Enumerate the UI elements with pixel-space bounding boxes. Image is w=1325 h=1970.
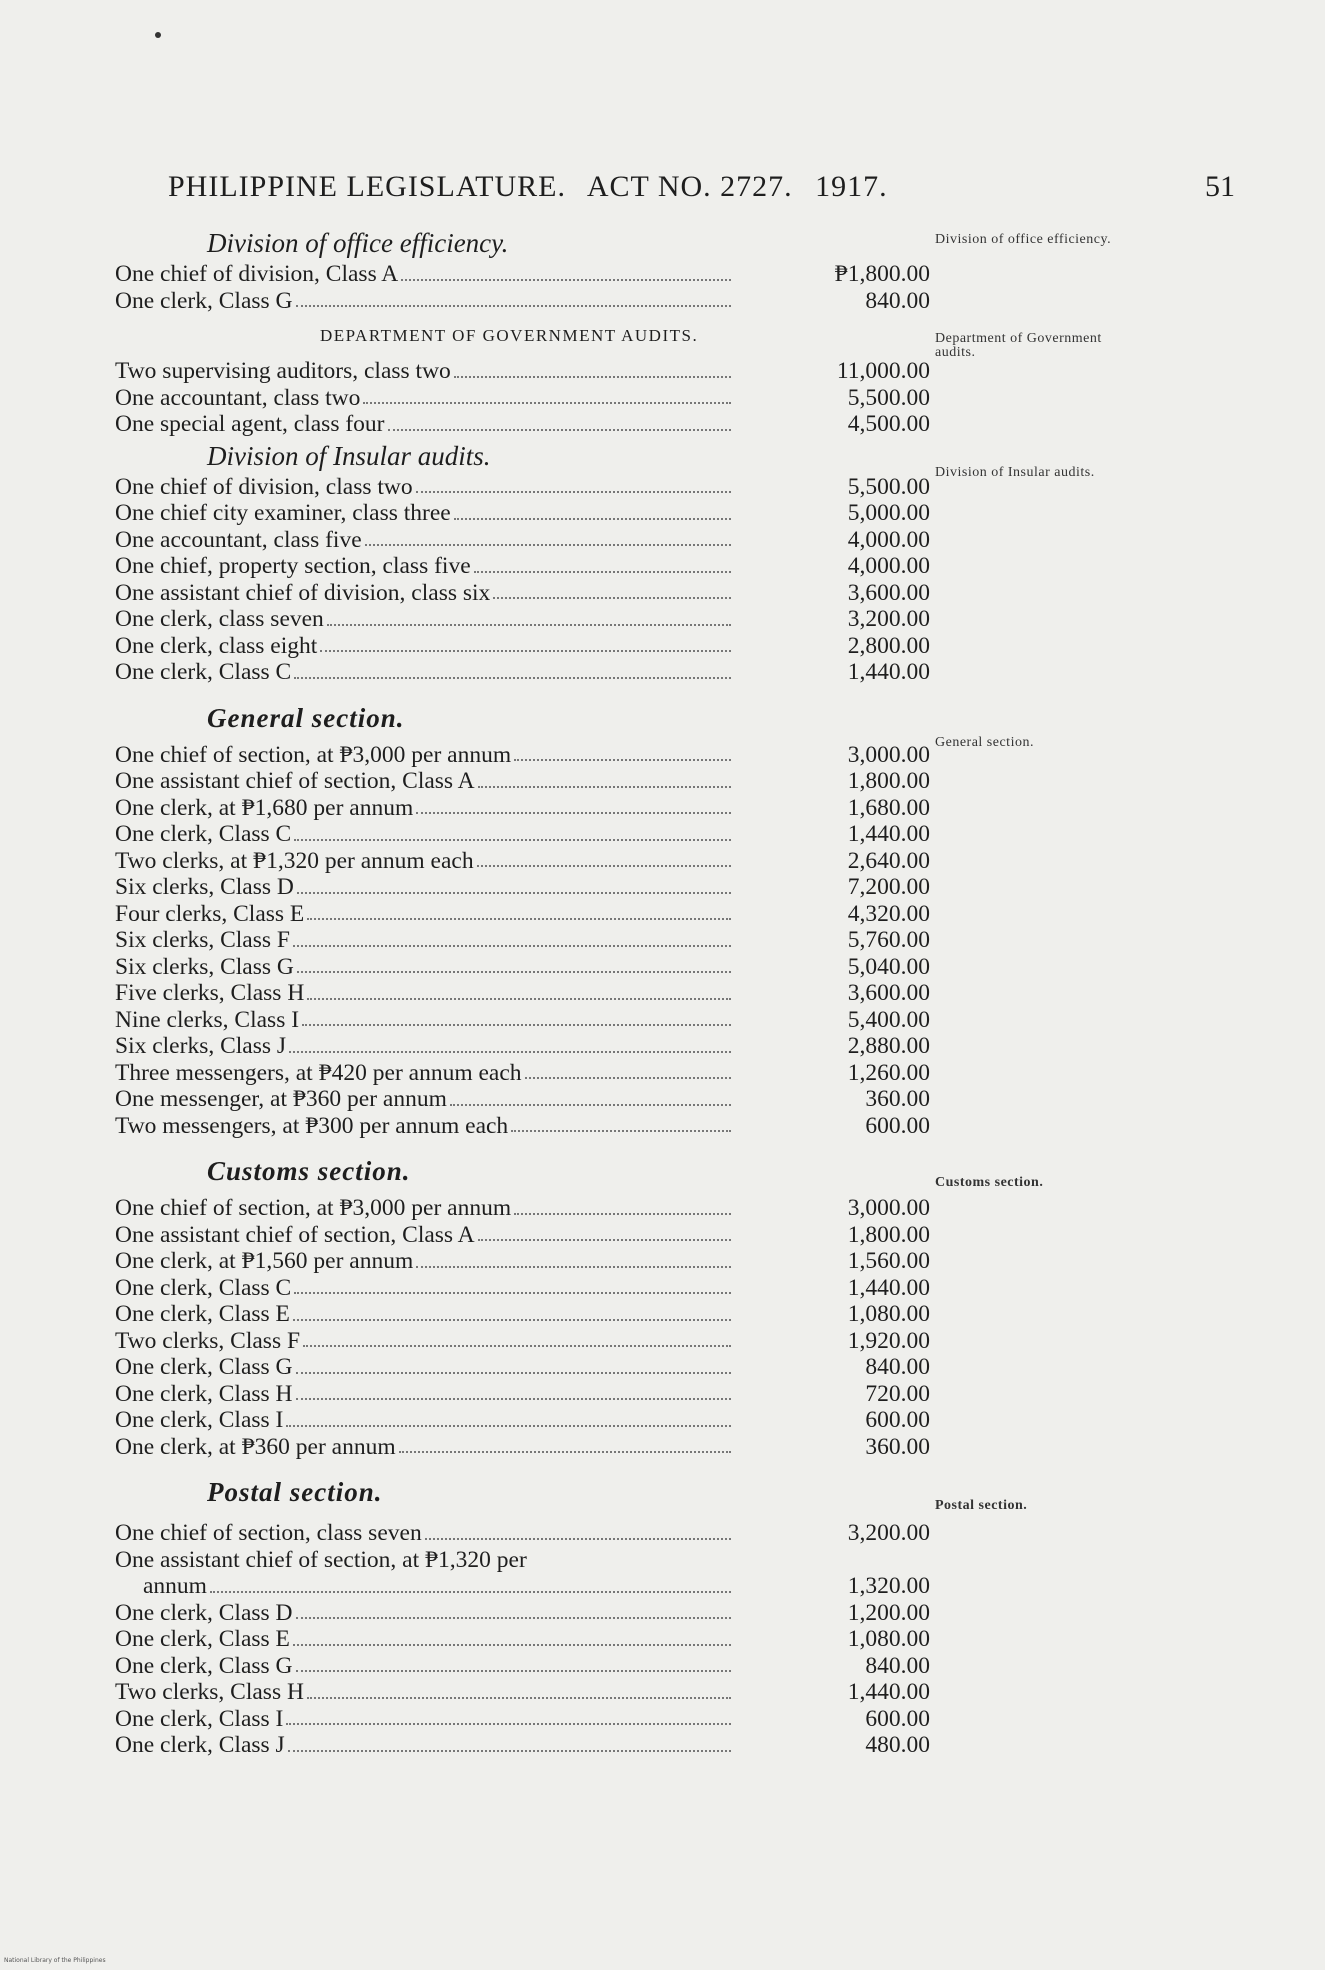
- row-amount: 1,800.00: [847, 768, 930, 794]
- row-amount: 840.00: [865, 1354, 930, 1380]
- row-description: One chief of section, class seven: [115, 1520, 422, 1546]
- row-description: One clerk, Class C: [115, 1274, 292, 1301]
- row-description: One chief, property section, class five: [115, 553, 471, 579]
- row-description-continued: annum: [143, 1573, 207, 1599]
- row-amount: 840.00: [865, 1652, 930, 1679]
- header-legislature: PHILIPPINE LEGISLATURE.: [168, 170, 566, 203]
- row-description: One clerk, Class I: [115, 1407, 284, 1433]
- row-description: One chief of division, Class A: [115, 261, 399, 287]
- row-description: One clerk, Class I: [115, 1705, 284, 1732]
- table-row: [115, 1113, 935, 1140]
- section-title-government-audits: DEPARTMENT OF GOVERNMENT AUDITS.: [320, 326, 699, 345]
- row-amount: 5,500.00: [847, 384, 930, 411]
- table-row: [115, 1222, 935, 1249]
- table-row: [115, 980, 935, 1007]
- row-description: One clerk, Class J: [115, 1732, 285, 1758]
- row-description: Two clerks, Class H: [115, 1679, 304, 1705]
- table-row: [115, 768, 935, 795]
- row-amount: 3,600.00: [847, 579, 930, 606]
- margin-note-customs: Customs section.: [935, 1175, 1044, 1190]
- row-amount: 1,260.00: [847, 1059, 930, 1086]
- row-description: Six clerks, Class J: [115, 1033, 287, 1059]
- table-row: [115, 1520, 935, 1547]
- section-title-general: General section.: [207, 702, 405, 733]
- margin-note-general: General section.: [935, 735, 1034, 750]
- row-description: One clerk, Class E: [115, 1626, 290, 1652]
- row-description: Two clerks, at ₱1,320 per annum each: [115, 847, 474, 874]
- row-description: One clerk, Class D: [115, 1599, 293, 1626]
- row-description: One clerk, class seven: [115, 606, 324, 632]
- row-description: One special agent, class four: [115, 411, 385, 437]
- row-amount: 1,920.00: [847, 1327, 930, 1354]
- row-amount: 360.00: [865, 1433, 930, 1460]
- table-row: [115, 358, 935, 385]
- row-amount: 600.00: [865, 1112, 930, 1139]
- row-amount: 360.00: [865, 1086, 930, 1112]
- row-description: One assistant chief of section, Class A: [115, 768, 475, 794]
- margin-note-insular-audits: Division of Insular audits.: [935, 465, 1095, 480]
- row-description: One clerk, Class H: [115, 1380, 293, 1407]
- row-description: One clerk, class eight: [115, 632, 318, 659]
- row-amount: 1,440.00: [847, 659, 930, 685]
- row-amount: 1,440.00: [847, 821, 930, 847]
- table-row: [115, 1275, 935, 1302]
- row-description: Five clerks, Class H: [115, 980, 305, 1006]
- row-amount: 3,000.00: [847, 741, 930, 768]
- row-amount: 5,000.00: [847, 500, 930, 526]
- row-amount: 5,400.00: [847, 1006, 930, 1033]
- row-amount: 1,080.00: [847, 1301, 930, 1327]
- section-title-customs: Customs section.: [207, 1156, 411, 1186]
- row-amount: 2,880.00: [847, 1033, 930, 1059]
- table-row: [115, 795, 935, 822]
- table-row: [115, 1434, 935, 1461]
- rows-general: [115, 742, 935, 1140]
- row-description: One assistant chief of division, class six: [115, 579, 491, 606]
- rows-postal: [115, 1600, 935, 1759]
- table-row: [115, 1007, 935, 1034]
- row-amount: 4,500.00: [847, 411, 930, 437]
- row-description: One clerk, Class G: [115, 287, 293, 314]
- row-amount: ₱1,800.00: [834, 261, 930, 287]
- row-amount: 3,600.00: [847, 980, 930, 1006]
- row-amount: 1,680.00: [847, 794, 930, 821]
- row-description: One clerk, at ₱360 per annum: [115, 1433, 396, 1460]
- section-title-postal: Postal section.: [207, 1477, 383, 1507]
- row-amount: 1,800.00: [847, 1221, 930, 1248]
- table-row: [115, 1679, 935, 1706]
- row-description: One chief of section, at ₱3,000 per annum: [115, 1195, 512, 1221]
- row-amount: 7,200.00: [847, 874, 930, 900]
- row-amount: 840.00: [865, 287, 930, 314]
- table-row: [115, 500, 935, 527]
- table-row: [115, 261, 935, 288]
- row-amount: 600.00: [865, 1705, 930, 1732]
- header-year: 1917.: [815, 170, 888, 203]
- row-description: One clerk, Class E: [115, 1301, 290, 1327]
- row-description: One accountant, class five: [115, 526, 362, 553]
- row-description: One clerk, at ₱1,680 per annum: [115, 794, 414, 821]
- table-row: [115, 474, 935, 501]
- row-amount: 480.00: [865, 1732, 930, 1758]
- row-amount: 2,640.00: [847, 847, 930, 874]
- section-title-office-efficiency: Division of office efficiency.: [207, 228, 509, 258]
- margin-note-office-efficiency: Division of office efficiency.: [935, 232, 1112, 247]
- row-amount: 4,320.00: [847, 900, 930, 927]
- row-description: Four clerks, Class E: [115, 900, 305, 927]
- table-row: [115, 1195, 935, 1222]
- table-row: [115, 1381, 935, 1408]
- rows-customs: [115, 1195, 935, 1460]
- table-row: [115, 742, 935, 769]
- running-header: [168, 170, 902, 204]
- section-title-insular-audits: Division of Insular audits.: [207, 440, 491, 471]
- table-row: [115, 1328, 935, 1355]
- page-number: 51: [1205, 170, 1235, 203]
- table-row: [115, 1547, 935, 1574]
- row-description: Nine clerks, Class I: [115, 1006, 300, 1033]
- row-description: One accountant, class two: [115, 384, 361, 411]
- table-row: [115, 659, 935, 686]
- row-description: Six clerks, Class F: [115, 927, 290, 953]
- footer-source: National Library of the Philippines: [4, 1957, 106, 1964]
- table-row: [115, 606, 935, 633]
- row-description: One clerk, Class G: [115, 1652, 293, 1679]
- row-description: One clerk, Class C: [115, 821, 292, 847]
- row-amount: 2,800.00: [847, 632, 930, 659]
- table-row: [115, 1354, 935, 1381]
- row-amount: 3,200.00: [847, 1520, 930, 1546]
- row-description: One chief of section, at ₱3,000 per annum: [115, 741, 512, 768]
- row-amount: 5,500.00: [847, 473, 930, 500]
- table-row: [115, 633, 935, 660]
- row-description: Six clerks, Class G: [115, 953, 294, 980]
- row-description: One assistant chief of section, at ₱1,320 per: [115, 1546, 527, 1573]
- row-amount: 3,200.00: [847, 606, 930, 632]
- row-description: One clerk, Class C: [115, 659, 292, 685]
- table-row: [115, 1060, 935, 1087]
- table-row: [115, 1407, 935, 1434]
- rows-office-efficiency: [115, 261, 935, 314]
- rows-government-audits: [115, 358, 935, 438]
- row-description: One messenger, at ₱360 per annum: [115, 1086, 447, 1112]
- row-amount: 600.00: [865, 1407, 930, 1433]
- margin-note-postal: Postal section.: [935, 1498, 1028, 1513]
- row-description: Three messengers, at ₱420 per annum each: [115, 1059, 522, 1086]
- table-row: [115, 1301, 935, 1328]
- table-row: [115, 1086, 935, 1113]
- row-amount: 1,440.00: [847, 1274, 930, 1301]
- ink-speck: [155, 32, 161, 38]
- row-description: One clerk, at ₱1,560 per annum: [115, 1248, 414, 1274]
- table-row: [115, 1600, 935, 1627]
- table-row: [115, 954, 935, 981]
- table-row: [115, 1732, 935, 1759]
- table-row: [115, 1706, 935, 1733]
- table-row: [115, 874, 935, 901]
- row-description: Six clerks, Class D: [115, 874, 294, 900]
- table-row: [115, 527, 935, 554]
- table-row: [115, 580, 935, 607]
- row-amount: 5,760.00: [847, 927, 930, 953]
- row-amount: 3,000.00: [847, 1195, 930, 1221]
- row-description: One assistant chief of section, Class A: [115, 1221, 475, 1248]
- row-description: Two supervising auditors, class two: [115, 358, 451, 384]
- appropriation-list: [115, 225, 935, 1759]
- row-amount: 5,040.00: [847, 953, 930, 980]
- table-row: [115, 385, 935, 412]
- row-description: One chief of division, class two: [115, 473, 413, 500]
- table-row: [115, 1033, 935, 1060]
- row-description: One clerk, Class G: [115, 1354, 293, 1380]
- row-description: One chief city examiner, class three: [115, 500, 451, 526]
- table-row: [115, 1248, 935, 1275]
- table-row: [115, 411, 935, 438]
- table-row: [115, 1626, 935, 1653]
- row-amount: 1,560.00: [847, 1248, 930, 1274]
- table-row: [115, 927, 935, 954]
- table-row: [115, 288, 935, 315]
- row-amount: 1,320.00: [847, 1573, 930, 1599]
- table-row: [115, 848, 935, 875]
- margin-note-government-audits: Department of Government audits.: [935, 331, 1102, 360]
- table-row: [115, 1653, 935, 1680]
- row-description: Two messengers, at ₱300 per annum each: [115, 1112, 509, 1139]
- row-amount: 11,000.00: [836, 358, 930, 384]
- row-amount: 1,200.00: [847, 1599, 930, 1626]
- table-row-continuation: [115, 1573, 935, 1600]
- row-amount: 1,440.00: [847, 1679, 930, 1705]
- row-amount: 720.00: [865, 1380, 930, 1407]
- row-description: Two clerks, Class F: [115, 1327, 301, 1354]
- table-row: [115, 901, 935, 928]
- rows-insular-audits: [115, 474, 935, 686]
- table-row: [115, 821, 935, 848]
- row-amount: 4,000.00: [847, 526, 930, 553]
- table-row: [115, 553, 935, 580]
- row-amount: 1,080.00: [847, 1626, 930, 1652]
- row-amount: 4,000.00: [847, 553, 930, 579]
- header-act: ACT NO. 2727.: [586, 170, 793, 203]
